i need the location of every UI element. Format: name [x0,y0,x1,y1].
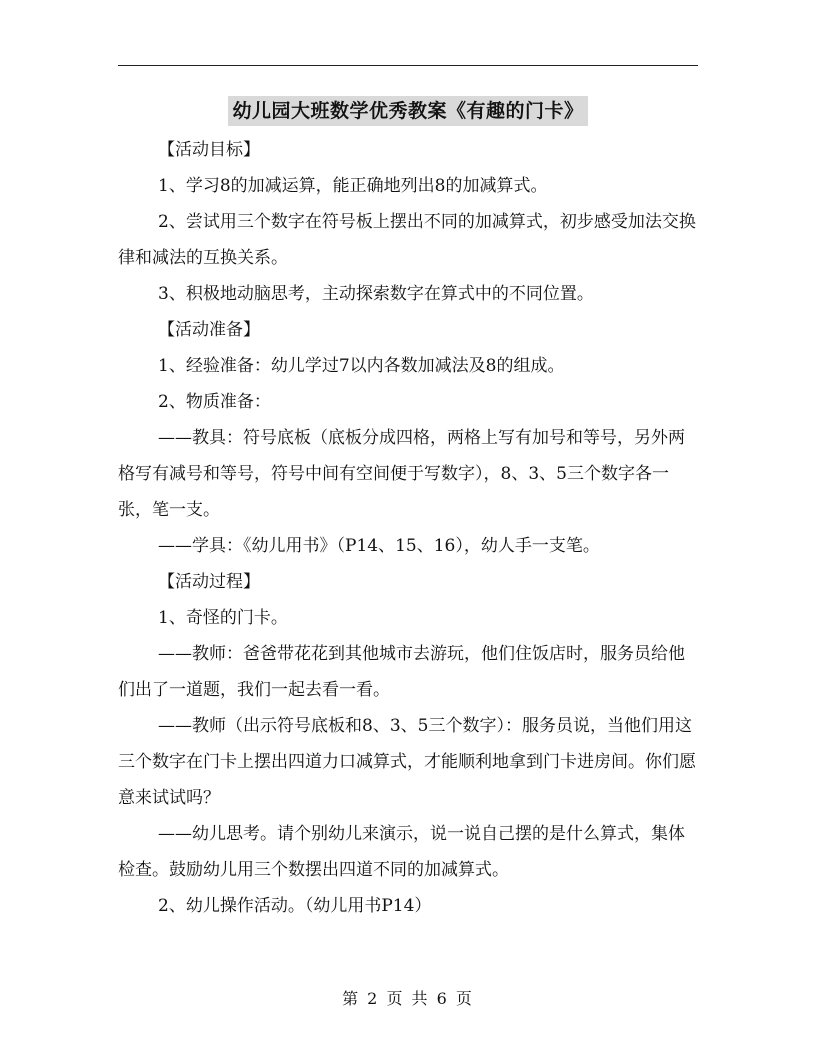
step-1-c: ——幼儿思考。请个别幼儿来演示，说一说自己摆的是什么算式，集体检查。鼓励幼儿用三个数摆出四道不同的加减算式。 [118,824,685,880]
prep-1: 1、经验准备：幼儿学过7以内各数加减法及8的组成。 [158,356,565,376]
goal-1: 1、学习8的加减运算，能正确地列出8的加减算式。 [158,176,548,196]
header-rule [118,65,698,66]
goal-2: 2、尝试用三个数字在符号板上摆出不同的加减算式，初步感受加法交换律和减法的互换关系。 [118,212,696,268]
prep-student-materials: ——学具：《幼儿用书》（P14、15、16），幼人手一支笔。 [158,536,600,556]
document-title: 幼儿园大班数学优秀教案《有趣的门卡》 [228,96,587,126]
title-container [0,96,816,126]
process-heading: 【活动过程】 [158,572,260,592]
goal-3: 3、积极地动脑思考，主动探索数字在算式中的不同位置。 [158,284,594,304]
prep-heading: 【活动准备】 [158,320,260,340]
prep-2: 2、物质准备： [158,392,271,412]
goals-heading: 【活动目标】 [158,140,260,160]
step-1-a: ——教师：爸爸带花花到其他城市去游玩，他们住饭店时，服务员给他们出了一道题，我们一起去看一看。 [118,644,685,700]
step-1: 1、奇怪的门卡。 [158,608,288,628]
step-2: 2、幼儿操作活动。（幼儿用书P14） [158,896,432,916]
page-footer: 第 2 页 共 6 页 [342,989,474,1008]
step-1-b: ——教师（出示符号底板和8、3、5三个数字）：服务员说，当他们用这三个数字在门卡上摆出四道力口减算式，才能顺利地拿到门卡进房间。你们愿意来试试吗？ [118,716,696,808]
document-body [118,132,698,924]
prep-teacher-materials: ——教具：符号底板（底板分成四格，两格上写有加号和等号，另外两格写有减号和等号，符号中间有空间便于写数字），8、3、5三个数字各一张，笔一支。 [118,428,685,520]
